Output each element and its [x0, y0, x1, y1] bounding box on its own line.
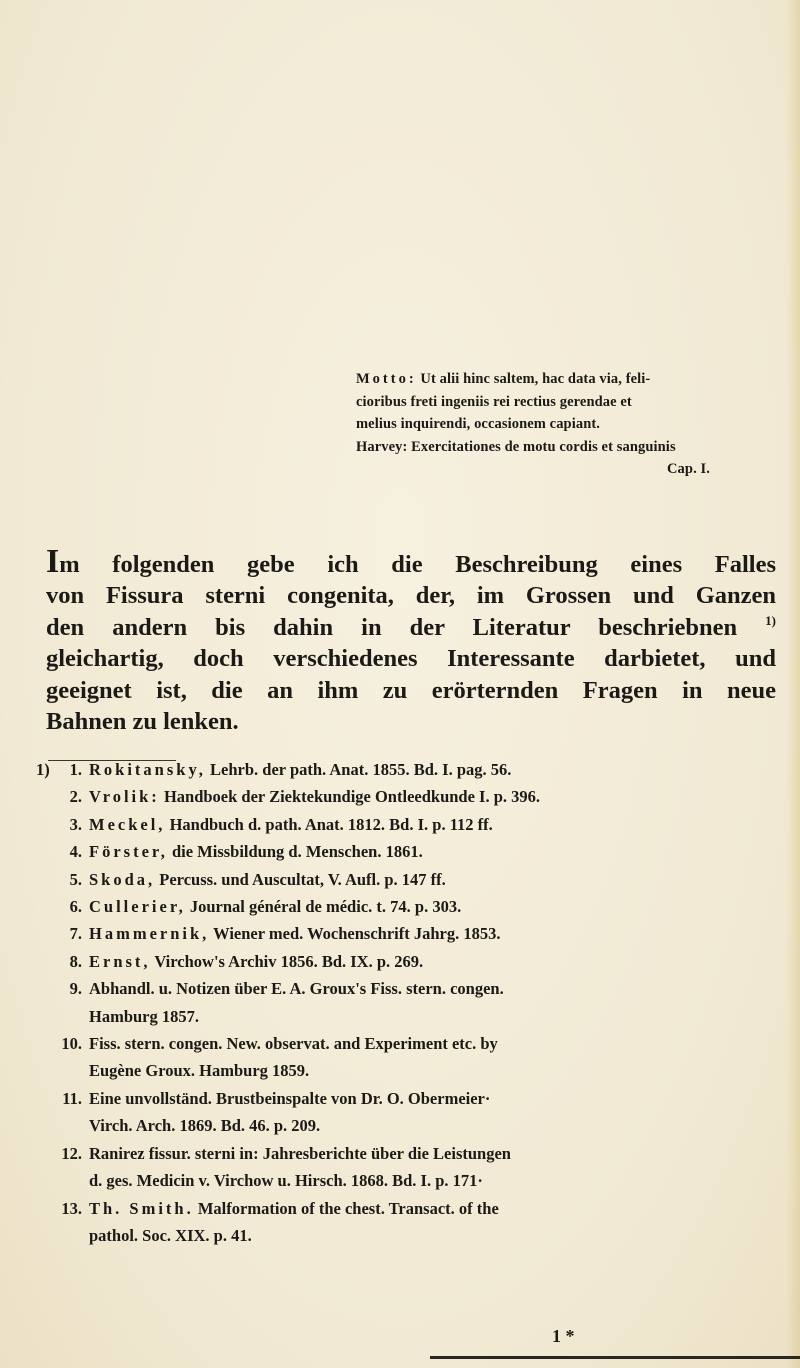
motto-line-2: cioribus freti ingeniis rei rectius gerendae et [356, 393, 632, 410]
reference-body: Malformation of the chest. Transact. of the [197, 1198, 499, 1218]
reference-item [60, 893, 780, 920]
reference-item [60, 1085, 780, 1140]
reference-author: Cullerier, [89, 897, 186, 917]
reference-number: 7. [69, 924, 82, 944]
motto-label: Motto: [356, 371, 417, 387]
reference-author: Förster, [89, 842, 168, 862]
reference-item [60, 838, 780, 865]
reference-number: 8. [69, 951, 82, 971]
reference-author: Meckel, [89, 814, 166, 834]
reference-text [89, 1030, 780, 1057]
signature-mark: 1 * [552, 1326, 575, 1346]
reference-body: Fiss. stern. congen. New. observat. and Experiment etc. by [89, 1034, 498, 1054]
reference-number: 5. [69, 869, 82, 889]
reference-text [89, 893, 780, 920]
reference-item [60, 756, 780, 783]
reference-item [60, 920, 780, 947]
drop-cap: I [46, 543, 60, 580]
paragraph-line-1: Im folgenden gebe ich die Beschreibung eines Falles [46, 543, 776, 580]
reference-author: Hammernik, [89, 924, 210, 944]
reference-text-continued [89, 1167, 780, 1194]
reference-item [60, 1030, 780, 1085]
reference-body: die Missbildung d. Menschen. 1861. [171, 842, 423, 862]
reference-text [89, 920, 780, 947]
reference-body: Virchow's Archiv 1856. Bd. IX. p. 269. [154, 951, 424, 971]
reference-item [60, 975, 780, 1030]
reference-text [89, 948, 780, 975]
reference-number: 10. [61, 1034, 82, 1054]
reference-number: 11. [62, 1088, 82, 1108]
reference-text [89, 1085, 780, 1112]
reference-body: Eine unvollständ. Brustbeinspalte von Dr. O. Obermeier· [89, 1088, 491, 1108]
reference-text [89, 1195, 780, 1222]
reference-body: Wiener med. Wochenschrift Jahrg. 1853. [213, 924, 501, 944]
reference-item [60, 783, 780, 810]
reference-text-continued [89, 1222, 780, 1249]
reference-body: Percuss. und Auscultat, V. Aufl. p. 147 ff. [159, 869, 446, 889]
reference-body: Handboek der Ziektekundige Ontleedkunde I. p. 396. [163, 787, 541, 807]
reference-author: Skoda, [89, 869, 156, 889]
main-paragraph [46, 543, 777, 737]
paragraph-line-5: geeignet ist, die an ihm zu erörternden Fragen in neue [46, 676, 776, 704]
motto-cap: Cap. I. [666, 461, 710, 477]
reference-text [89, 811, 780, 838]
reference-body: Lehrb. der path. Anat. 1855. Bd. I. pag. 56. [210, 760, 512, 779]
reference-text [89, 756, 780, 783]
footnote-marker: 1) [765, 612, 777, 628]
reference-author: Th. Smith. [89, 1198, 194, 1218]
reference-list [60, 756, 780, 1249]
reference-text-continued [89, 1112, 780, 1139]
motto-line-3: melius inquirendi, occasionem capiant. [356, 416, 601, 432]
reference-item [60, 811, 780, 838]
reference-text [89, 838, 780, 865]
reference-item [60, 948, 780, 975]
reference-number: 4. [69, 842, 82, 862]
reference-number: 3. [69, 814, 82, 834]
page-edge-shadow [786, 0, 800, 1368]
reference-text [89, 975, 780, 1002]
reference-body: Eugène Groux. Hamburg 1859. [89, 1061, 310, 1081]
reference-number: 13. [61, 1198, 82, 1218]
reference-number: 6. [69, 897, 82, 917]
reference-body: pathol. Soc. XIX. p. 41. [89, 1225, 252, 1245]
reference-number: 12. [61, 1143, 82, 1163]
paragraph-line-2: von Fissura sterni congenita, der, im Grossen und Ganzen [46, 582, 776, 610]
reference-number: 9. [69, 979, 82, 999]
motto-line-4: Harvey: Exercitationes de motu cordis et sanguinis [356, 438, 676, 455]
paragraph-line-4: gleichartig, doch verschiedenes Interessante darbietet, und [46, 645, 776, 673]
reference-item [60, 1140, 780, 1195]
reference-item [60, 866, 780, 893]
reference-text-continued [89, 1057, 780, 1084]
bottom-rule [430, 1356, 800, 1359]
reference-text [89, 1140, 780, 1167]
reference-body: Virch. Arch. 1869. Bd. 46. p. 209. [89, 1116, 321, 1136]
motto-block [356, 368, 776, 481]
reference-text [89, 783, 780, 810]
reference-body: Handbuch d. path. Anat. 1812. Bd. I. p. 112 ff. [169, 814, 493, 834]
reference-body: d. ges. Medicin v. Virchow u. Hirsch. 1868. Bd. I. p. 171· [89, 1171, 483, 1191]
reference-author: Vrolik: [89, 787, 160, 807]
reference-body: Journal général de médic. t. 74. p. 303. [189, 897, 462, 917]
reference-text [89, 866, 780, 893]
reference-author: Rokitansky, [89, 760, 206, 779]
reference-body: Hamburg 1857. [89, 1006, 200, 1026]
reference-number: 2. [69, 787, 82, 807]
reference-text-continued [89, 1003, 780, 1030]
paragraph-line-6: Bahnen zu lenken. [46, 708, 239, 736]
reference-body: Abhandl. u. Notizen über E. A. Groux's Fiss. stern. congen. [89, 979, 504, 999]
reference-body: Ranirez fissur. sterni in: Jahresberichte über die Leistungen [89, 1143, 511, 1163]
paragraph-line-3: den andern bis dahin in der Literatur beschriebnen $^{1)}$ [46, 612, 777, 641]
reference-item [60, 1195, 780, 1250]
reference-number: 1. [69, 760, 82, 779]
footnote-label: 1) [36, 760, 50, 779]
motto-line-1: Motto: Ut alii hinc saltem, hac data via, feli- [356, 371, 651, 387]
reference-author: Ernst, [89, 951, 151, 971]
